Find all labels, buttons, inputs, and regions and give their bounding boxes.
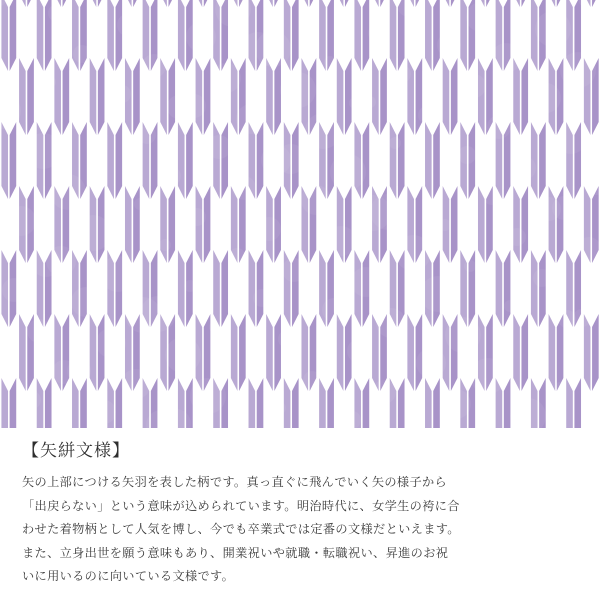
feather-shape xyxy=(425,122,432,199)
feather-shape xyxy=(239,314,246,391)
texture-spot xyxy=(322,298,346,322)
feather-shape xyxy=(531,250,538,327)
texture-spot xyxy=(23,391,41,409)
caption-line: いに用いるのに向いている文様です。 xyxy=(22,569,235,583)
feather-shape xyxy=(107,122,114,199)
feather-shape xyxy=(451,186,458,263)
texture-spot xyxy=(50,174,86,210)
feather-shape xyxy=(27,58,34,135)
texture-spot xyxy=(441,389,471,419)
feather-shape xyxy=(204,58,211,135)
texture-spot xyxy=(96,328,126,358)
feather-shape xyxy=(116,0,123,71)
feather-shape xyxy=(266,314,273,391)
feather-shape xyxy=(380,58,387,135)
texture-spot xyxy=(581,165,600,195)
feather-shape xyxy=(90,314,97,391)
feather-shape xyxy=(301,0,308,7)
feather-column xyxy=(90,0,105,428)
feather-shape xyxy=(443,0,450,7)
texture-spot xyxy=(280,72,316,108)
texture-spot xyxy=(92,400,116,424)
feather-shape xyxy=(310,0,317,7)
texture-spot xyxy=(190,378,226,414)
texture-spot xyxy=(240,32,276,68)
texture-spot xyxy=(48,4,66,22)
feather-shape xyxy=(213,122,220,199)
texture-spot xyxy=(282,258,306,282)
texture-spot xyxy=(163,167,181,185)
feather-shape xyxy=(521,186,528,263)
texture-spot xyxy=(2,278,26,302)
feather-shape xyxy=(98,0,105,7)
feather-shape xyxy=(513,186,520,263)
feather-shape xyxy=(504,378,511,428)
feather-shape xyxy=(1,0,8,71)
texture-spot xyxy=(464,260,476,272)
feather-shape xyxy=(549,314,556,391)
feather-shape xyxy=(416,58,423,135)
feather-shape xyxy=(160,0,167,7)
feather-shape xyxy=(249,250,256,327)
feather-shape xyxy=(10,0,17,71)
texture-spot xyxy=(372,380,396,404)
feather-shape xyxy=(249,378,256,428)
texture-spot xyxy=(531,83,561,113)
texture-spot xyxy=(577,237,600,261)
texture-spot xyxy=(188,208,206,226)
feather-shape xyxy=(363,378,370,428)
feather-shape xyxy=(63,0,70,7)
texture-spot xyxy=(71,287,101,317)
texture-spot xyxy=(347,339,371,363)
texture-spot xyxy=(558,310,576,328)
feather-column xyxy=(460,0,475,428)
texture-spot xyxy=(533,269,551,287)
caption-line: また、立身出世を願う意味もあり、開業祝いや就職・転職祝い、昇進のお祝 xyxy=(22,545,449,560)
feather-shape xyxy=(90,0,97,7)
feather-shape xyxy=(592,0,599,7)
feather-shape xyxy=(557,0,564,7)
feather-shape xyxy=(390,0,397,71)
texture-spot xyxy=(117,13,141,37)
feather-column xyxy=(37,0,52,428)
feather-column xyxy=(231,0,246,428)
texture-spot xyxy=(75,215,111,251)
texture-spot xyxy=(305,113,341,149)
caption-line: 矢の上部につける矢羽を表した柄です。真っ直ぐに飛んでいく矢の様子から xyxy=(22,475,448,489)
feather-shape xyxy=(90,58,97,135)
feather-shape xyxy=(390,122,397,199)
feather-shape xyxy=(433,0,440,71)
texture-spot xyxy=(121,369,151,399)
feather-shape xyxy=(116,122,123,199)
feather-shape xyxy=(443,58,450,135)
caption-block xyxy=(22,436,582,589)
feather-shape xyxy=(257,250,264,327)
feather-shape xyxy=(451,0,458,7)
texture-spot xyxy=(186,22,216,52)
texture-spot xyxy=(535,11,571,47)
feather-shape xyxy=(133,58,140,135)
feather-shape xyxy=(433,378,440,428)
feather-shape xyxy=(504,250,511,327)
feather-shape xyxy=(433,122,440,199)
feather-shape xyxy=(204,186,211,263)
caption-line: 「出戻らない」という意味が込められています。明治時代に、女学生の袴に合 xyxy=(22,498,460,513)
texture-spot xyxy=(249,361,261,373)
feather-shape xyxy=(592,314,599,391)
feather-column xyxy=(125,0,140,428)
texture-spot xyxy=(27,319,51,343)
texture-spot xyxy=(207,135,231,159)
feather-shape xyxy=(496,250,503,327)
texture-spot xyxy=(483,187,501,205)
texture-spot xyxy=(167,95,191,119)
texture-spot xyxy=(165,337,201,373)
texture-spot xyxy=(479,259,491,271)
feather-shape xyxy=(10,378,17,428)
feather-shape xyxy=(407,314,414,391)
feather-shape xyxy=(19,0,26,7)
texture-spot xyxy=(351,267,381,297)
texture-spot xyxy=(69,117,81,129)
feather-shape xyxy=(327,378,334,428)
texture-spot xyxy=(134,198,146,210)
texture-spot xyxy=(437,33,461,57)
feather-shape xyxy=(363,122,370,199)
feather-shape xyxy=(345,58,352,135)
texture-spot xyxy=(299,15,311,27)
feather-shape xyxy=(460,250,467,327)
texture-spot xyxy=(25,133,61,169)
feather-shape xyxy=(125,186,132,263)
texture-spot xyxy=(487,115,511,139)
feather-shape xyxy=(574,378,581,428)
texture-spot xyxy=(278,330,296,348)
texture-spot xyxy=(554,382,566,394)
feather-shape xyxy=(337,314,344,391)
feather-shape xyxy=(54,58,61,135)
feather-shape xyxy=(274,58,281,135)
texture-spot xyxy=(236,104,266,134)
texture-spot xyxy=(19,35,31,47)
feather-shape xyxy=(566,378,573,428)
feather-shape xyxy=(213,250,220,327)
feather-column xyxy=(284,0,299,428)
feather-shape xyxy=(425,378,432,428)
feather-shape xyxy=(513,314,520,391)
texture-spot xyxy=(6,206,36,236)
texture-spot xyxy=(416,348,446,378)
texture-spot xyxy=(228,248,246,266)
feather-shape xyxy=(292,0,299,71)
feather-shape xyxy=(1,122,8,199)
feather-shape xyxy=(133,0,140,7)
texture-spot xyxy=(355,195,391,231)
texture-spot xyxy=(470,358,506,394)
feather-shape xyxy=(521,314,528,391)
texture-spot xyxy=(537,197,561,221)
feather-shape xyxy=(460,0,467,71)
feather-shape xyxy=(266,58,273,135)
texture-spot xyxy=(215,0,251,27)
feather-shape xyxy=(398,378,405,428)
texture-spot xyxy=(159,239,171,251)
texture-spot xyxy=(232,176,256,200)
feather-shape xyxy=(221,122,228,199)
feather-shape xyxy=(80,378,87,428)
feather-shape xyxy=(72,378,79,428)
texture-spot xyxy=(261,145,291,175)
feather-shape xyxy=(168,0,175,7)
feather-shape xyxy=(257,378,264,428)
texture-spot xyxy=(508,228,526,246)
caption-line: わせた着物柄として人気を博し、今でも卒業式では定番の文様だといえます。 xyxy=(22,522,460,536)
texture-spot xyxy=(324,56,336,68)
feather-shape xyxy=(160,186,167,263)
texture-spot xyxy=(420,276,456,312)
texture-spot xyxy=(556,124,586,154)
texture-spot xyxy=(142,54,166,78)
texture-spot xyxy=(184,280,196,292)
feather-shape xyxy=(372,58,379,135)
feather-shape xyxy=(521,58,528,135)
texture-spot xyxy=(211,63,241,93)
feather-shape xyxy=(292,378,299,428)
feather-shape xyxy=(125,0,132,7)
feather-shape xyxy=(37,0,44,71)
texture-spot xyxy=(0,350,16,368)
feather-shape xyxy=(231,314,238,391)
texture-spot xyxy=(138,126,156,144)
texture-spot xyxy=(113,85,131,103)
feather-column xyxy=(107,0,122,428)
feather-shape xyxy=(196,0,203,7)
feather-shape xyxy=(549,0,556,7)
feather-shape xyxy=(363,0,370,71)
feather-shape xyxy=(266,0,273,7)
feather-shape xyxy=(513,0,520,7)
feather-shape xyxy=(186,122,193,199)
texture-spot xyxy=(100,256,136,292)
feather-shape xyxy=(27,0,34,7)
texture-spot xyxy=(376,308,406,338)
feather-shape xyxy=(274,0,281,7)
feather-shape xyxy=(133,186,140,263)
texture-spot xyxy=(326,226,356,256)
feather-shape xyxy=(337,0,344,7)
feather-shape xyxy=(107,0,114,71)
feather-shape xyxy=(398,122,405,199)
feather-shape xyxy=(284,378,291,428)
texture-spot xyxy=(44,76,56,88)
feather-shape xyxy=(274,314,281,391)
texture-spot xyxy=(73,45,91,63)
texture-spot xyxy=(389,137,401,149)
feather-shape xyxy=(19,58,26,135)
texture-spot xyxy=(529,341,541,353)
feather-shape xyxy=(168,186,175,263)
texture-spot xyxy=(504,300,516,312)
texture-spot xyxy=(330,154,366,190)
feather-shape xyxy=(204,0,211,7)
texture-spot xyxy=(303,371,321,389)
texture-spot xyxy=(368,24,386,42)
texture-spot xyxy=(439,219,451,231)
texture-spot xyxy=(560,52,596,88)
texture-spot xyxy=(462,74,486,98)
texture-spot xyxy=(94,158,106,170)
feather-shape xyxy=(539,122,546,199)
texture-spot xyxy=(301,185,331,215)
feather-shape xyxy=(372,0,379,7)
texture-spot xyxy=(349,97,361,109)
texture-spot xyxy=(395,235,431,271)
feather-shape xyxy=(178,0,185,71)
texture-spot xyxy=(257,217,281,241)
texture-spot xyxy=(209,321,221,333)
texture-spot xyxy=(31,247,61,277)
caption-body xyxy=(22,471,582,589)
texture-spot xyxy=(418,106,436,124)
texture-spot xyxy=(443,147,461,165)
feather-shape xyxy=(380,0,387,7)
texture-spot xyxy=(274,402,286,414)
texture-spot xyxy=(364,96,376,108)
texture-spot xyxy=(52,360,76,384)
texture-spot xyxy=(466,2,496,32)
feather-shape xyxy=(345,0,352,7)
texture-spot xyxy=(445,317,481,353)
texture-spot xyxy=(253,289,271,307)
feather-shape xyxy=(19,314,26,391)
feather-shape xyxy=(98,58,105,135)
feather-shape xyxy=(178,250,185,327)
feather-shape xyxy=(539,250,546,327)
texture-spot xyxy=(414,178,426,190)
feather-shape xyxy=(451,58,458,135)
feather-shape xyxy=(319,378,326,428)
texture-spot xyxy=(0,93,21,129)
texture-spot xyxy=(512,156,536,180)
feather-shape xyxy=(178,122,185,199)
feather-shape xyxy=(354,0,361,71)
feather-shape xyxy=(1,378,8,428)
feather-shape xyxy=(425,0,432,71)
feather-shape xyxy=(221,250,228,327)
feather-column xyxy=(337,0,352,428)
texture-spot xyxy=(125,297,161,333)
feather-shape xyxy=(521,0,528,7)
texture-spot xyxy=(491,43,521,73)
texture-spot xyxy=(393,65,411,83)
caption-title: 【矢絣文様】 xyxy=(22,441,130,461)
feather-shape xyxy=(63,58,70,135)
feather-shape xyxy=(10,122,17,199)
feather-shape xyxy=(45,378,52,428)
